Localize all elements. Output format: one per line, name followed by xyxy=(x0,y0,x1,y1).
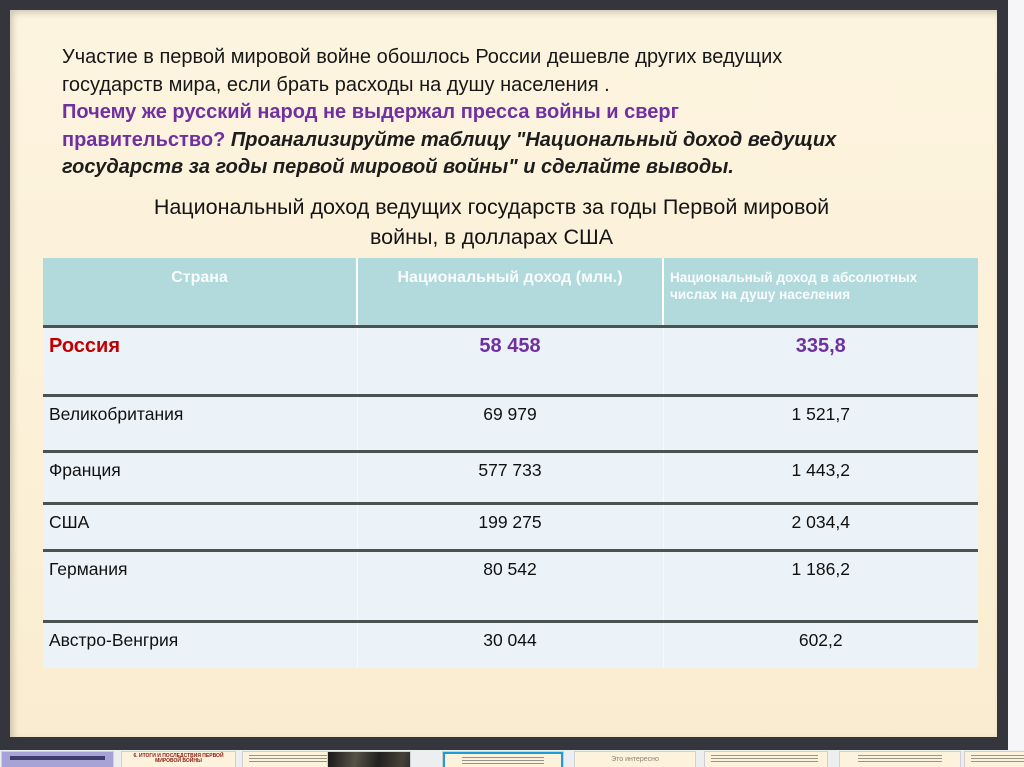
cell-per-capita: 602,2 xyxy=(663,621,978,668)
col-header-national-income: Национальный доход (млн.) xyxy=(357,258,663,326)
slide-thumbnail-2[interactable] xyxy=(122,752,235,767)
cell-country: Германия xyxy=(49,558,128,579)
slide-thumbnail-9[interactable] xyxy=(965,752,1024,767)
slide-thumbnail-photo[interactable] xyxy=(328,752,410,767)
cell-country: Россия xyxy=(49,334,121,357)
cell-country: Австро-Венгрия xyxy=(49,629,179,650)
intro-statement: Участие в первой мировой войне обошлось России дешевле других ведущих государств мира, если брать расходы на душу населения . xyxy=(62,46,783,96)
table-row-austria-hungary xyxy=(43,621,978,668)
table-row-germany xyxy=(43,550,978,621)
cell-per-capita: 1 521,7 xyxy=(663,395,978,451)
thumbnail-title: 6. ИТОГИ И ПОСЛЕДСТВИЯ ПЕРВОЙ МИРОВОЙ ВОЙНЫ xyxy=(133,753,224,764)
thumbnail-text-lines xyxy=(711,755,818,764)
thumbnail-text-lines xyxy=(971,755,1024,764)
cell-per-capita: 1 186,2 xyxy=(663,550,978,621)
cell-income: 58 458 xyxy=(357,326,663,395)
slide-thumbnail-8[interactable] xyxy=(840,752,960,767)
intro-instruction: Проанализируйте таблицу "Национальный доход ведущих государств за годы первой мировой войны" и сделайте выводы. xyxy=(62,128,837,178)
cell-income: 69 979 xyxy=(357,395,663,451)
slide-thumbnail-current[interactable] xyxy=(443,752,563,767)
intro-question-paragraph xyxy=(62,99,874,182)
cell-country: Великобритания xyxy=(49,403,184,424)
cell-country: Франция xyxy=(49,459,121,480)
income-table xyxy=(43,258,978,668)
income-table-body xyxy=(43,326,978,668)
table-row-france xyxy=(43,451,978,503)
cell-income: 80 542 xyxy=(357,550,663,621)
thumbnail-text-lines xyxy=(10,756,105,760)
col-header-per-capita: Национальный доход в абсолютных числах на душу населения xyxy=(663,258,978,326)
cell-income: 30 044 xyxy=(357,621,663,668)
intro-statement-paragraph xyxy=(62,44,874,99)
slide-thumbnail-6[interactable] xyxy=(575,752,695,767)
cell-per-capita: 1 443,2 xyxy=(663,451,978,503)
table-title: Национальный доход ведущих государств за годы Первой мировой войны, в долларах США xyxy=(153,195,830,249)
thumbnail-text-lines xyxy=(249,755,332,764)
cell-per-capita: 2 034,4 xyxy=(663,503,978,550)
thumbnail-text-lines xyxy=(858,755,942,764)
table-row-usa xyxy=(43,503,978,550)
table-row-russia xyxy=(43,326,978,395)
header-row xyxy=(43,258,978,326)
slide-canvas xyxy=(10,10,997,737)
cell-income: 199 275 xyxy=(357,503,663,550)
slide-filmstrip xyxy=(0,750,1024,767)
table-row-uk xyxy=(43,395,978,451)
slide-thumbnail-7[interactable] xyxy=(705,752,827,767)
col-header-country: Страна xyxy=(43,258,357,326)
thumbnail-text-lines xyxy=(462,757,543,766)
cell-income: 577 733 xyxy=(357,451,663,503)
thumbnail-title: Это интересно xyxy=(611,756,659,763)
cell-country: США xyxy=(49,511,90,532)
cell-per-capita: 335,8 xyxy=(663,326,978,395)
intro-question: Почему же русский народ не выдержал пресса войны и сверг правительство? xyxy=(62,101,679,151)
slide-thumbnail-1[interactable] xyxy=(2,752,113,767)
income-table-header xyxy=(43,258,978,326)
intro-text-block xyxy=(62,44,874,182)
